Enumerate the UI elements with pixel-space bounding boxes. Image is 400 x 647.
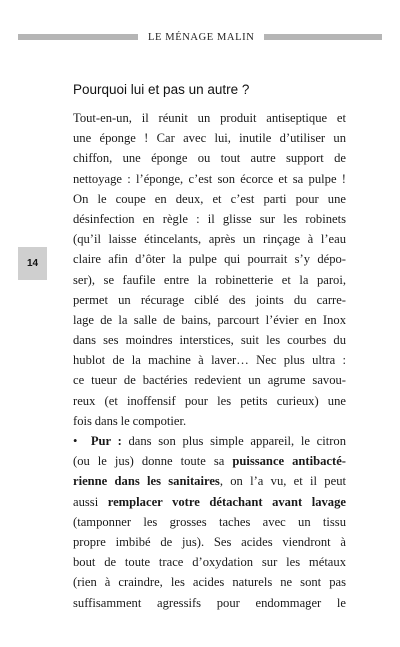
text-line: (qu’il laisse étincelants, après un rinçage à l’eau [73, 232, 346, 247]
running-header [18, 30, 382, 44]
text-line: lage de la salle de bains, parcourt l’évier en Inox [73, 312, 346, 327]
page-number: 14 [26, 258, 39, 269]
bullet-line [73, 471, 346, 491]
bullet-line: (tamponner les grosses taches avec un tissu [73, 514, 346, 529]
header-rule-right [264, 34, 382, 40]
bullet-line [73, 451, 346, 471]
bullet-line [73, 492, 346, 512]
text-line: ce tueur de bactéries redevient un agrume savou- [73, 373, 346, 388]
bold-phrase: remplacer votre détachant avant lavage [107, 494, 346, 509]
bullet-text: dans son plus simple appareil, le citron [121, 434, 346, 448]
text-line: permet un récurage ciblé des joints du carre- [73, 292, 346, 307]
text-line: ser), se faufile entre la robinetterie et la paroi, [73, 272, 346, 287]
bullet-line: propre imbibé de jus). Ses acides viendront à [73, 534, 346, 549]
body-text [73, 108, 346, 613]
bullet-lead: Pur : [90, 434, 122, 448]
bullet-line [73, 431, 346, 451]
text-line: chiffon, une éponge ou tout autre support de [73, 151, 346, 166]
bold-phrase: puissance antibacté- [232, 454, 346, 469]
bullet-marker: • [73, 434, 78, 448]
bullet-text: (ou le jus) donne toute sa [73, 454, 233, 469]
text-line: On le coupe en deux, et c’est parti pour une [73, 191, 346, 206]
section-heading: Pourquoi lui et pas un autre ? [73, 82, 250, 97]
page-number-tab [18, 247, 47, 280]
header-rule-left [18, 34, 138, 40]
running-title: LE MÉNAGE MALIN [148, 31, 255, 43]
bullet-line: (rien à craindre, les acides naturels ne sont pas [73, 575, 346, 590]
text-line: Tout-en-un, il réunit un produit antiseptique et [73, 111, 346, 125]
bullet-text: , on l’a vu, et il peut [219, 474, 346, 489]
bullet-text: aussi [73, 494, 108, 509]
bold-phrase: rienne dans les sanitaires [73, 474, 220, 489]
bullet-line: bout de toute trace d’oxydation sur les métaux [73, 555, 346, 570]
text-line: fois dans le compotier. [73, 413, 187, 428]
text-line: désinfection en règle : il glisse sur les robinets [73, 211, 346, 226]
text-line: une éponge ! Car avec lui, inutile d’utiliser un [73, 131, 346, 146]
text-line: reux (et inoffensif pour les petits curieux) une [73, 393, 346, 408]
bullet-line: suffisamment agressifs pour endommager le [73, 595, 346, 610]
text-line: nettoyage : l’éponge, c’est son écorce et sa pulpe ! [73, 171, 346, 186]
text-line: hublot de la machine à laver… Nec plus ultra : [73, 353, 346, 368]
text-line: claire afin d’ôter la pulpe qui pourrait s’y dépo- [73, 252, 346, 267]
text-line: dans ses moindres interstices, suit les courbes du [73, 333, 346, 348]
